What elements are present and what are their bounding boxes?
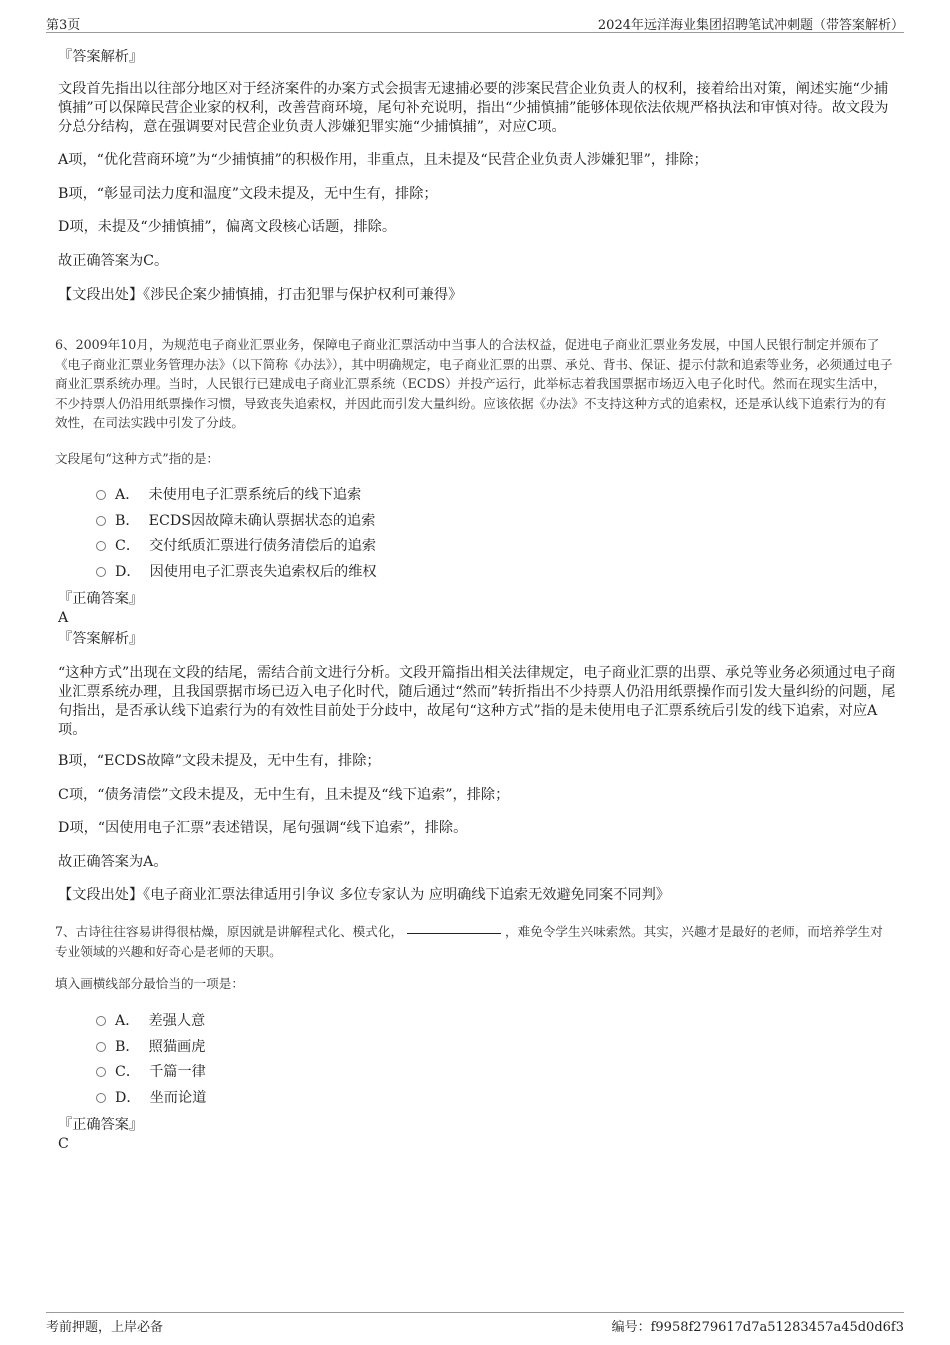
option-letter: B． (115, 1039, 140, 1055)
question-7-option-c[interactable] (96, 1062, 206, 1082)
option-letter: B． (115, 513, 140, 529)
option-d-analysis: D项，“因使用电子汇票”表述错误，尾句强调“线下追索”，排除。 (58, 820, 468, 836)
correct-answer-value: C (58, 1136, 69, 1152)
question-7-stem (55, 922, 895, 961)
document-title: 2024年远洋海业集团招聘笔试冲刺题（带答案解析） (597, 18, 904, 33)
option-letter: C． (115, 1064, 141, 1080)
radio-button-icon[interactable] (96, 1067, 106, 1077)
question-6-option-c[interactable] (96, 536, 376, 556)
question-6-option-b[interactable] (96, 511, 375, 531)
answer-analysis-text: “这种方式”出现在文段的结尾，需结合前文进行分析。文段开篇指出相关法律规定，电子商业汇票的出票、承兑等业务必须通过电子商业汇票系统办理，且我国票据市场已迈入电子化时代，随后通过“然而”转折指出不少持票人仍沿用纸票操作而引发大量纠纷的问题，尾句指出，是否承认线下追索行为的有效性目前处于分歧中，故尾句“这种方式”指的是未使用电子汇票系统后引发的线下追索，对应A项。 (58, 665, 896, 738)
radio-button-icon[interactable] (96, 490, 106, 500)
option-a-analysis: A项，“优化营商环境”为“少捕慎捕”的积极作用，非重点，且未提及“民营企业负责人涉嫌犯罪”，排除； (58, 152, 708, 168)
question-7-option-b[interactable] (96, 1037, 205, 1057)
option-text: ECDS因故障未确认票据状态的追索 (148, 513, 376, 529)
document-id: 编号：f9958f279617d7a51283457a45d0d6f3 (611, 1320, 904, 1335)
option-text: 坐而论道 (149, 1090, 207, 1106)
question-6-stem: 6、2009年10月，为规范电子商业汇票业务，保障电子商业汇票活动中当事人的合法权益，促进电子商业汇票业务发展，中国人民银行制定并颁布了《电子商业汇票业务管理办法》（以下简称《办法》），其中明确规定，电子商业汇票的出票、承兑、背书、保证、提示付款和追索等业务，必须通过电子商业汇票系统办理。当时，人民银行已建成电子商业汇票系统（ECDS）并投产运行，此举标志着我国票据市场迈入电子化时代。然而在现实生活中，不少持票人仍沿用纸票操作习惯，导致丧失追索权，并因此而引发大量纠纷。应该依据《办法》不支持这种方式的追索权，还是承认线下追索行为的有效性，在司法实践中引发了分歧。 (55, 337, 893, 431)
radio-button-icon[interactable] (96, 1093, 106, 1103)
option-text: 因使用电子汇票丧失追索权后的维权 (149, 564, 377, 580)
answer-analysis-heading: 『答案解析』 (58, 49, 144, 65)
radio-button-icon[interactable] (96, 541, 106, 551)
option-letter: D． (115, 1090, 141, 1106)
correct-answer-conclusion: 故正确答案为A。 (58, 854, 168, 870)
correct-answer-conclusion: 故正确答案为C。 (58, 253, 169, 269)
question-7-option-a[interactable] (96, 1011, 205, 1031)
footer-slogan: 考前押题，上岸必备 (46, 1320, 164, 1335)
question-7-stem-after: ，难免令学生兴味索然。其实，兴趣才是最好的老师，而培养学生对专业领域的兴趣和好奇心是老师的天职。 (55, 924, 883, 959)
answer-analysis-heading: 『答案解析』 (58, 631, 144, 647)
page-footer (46, 1312, 904, 1333)
option-letter: C． (115, 538, 141, 554)
correct-answer-heading: 『正确答案』 (58, 591, 144, 607)
option-c-analysis: C项，“债务清偿”文段未提及，无中生有，且未提及“线下追索”，排除； (58, 787, 510, 803)
option-b-analysis: B项，“彰显司法力度和温度”文段未提及，无中生有，排除； (58, 186, 438, 202)
option-text: 千篇一律 (149, 1064, 206, 1080)
correct-answer-value: A (58, 610, 69, 626)
page-header (46, 14, 904, 33)
option-text: 未使用电子汇票系统后的线下追索 (148, 487, 362, 503)
option-text: 差强人意 (148, 1013, 206, 1029)
question-7-option-d[interactable] (96, 1088, 206, 1108)
radio-button-icon[interactable] (96, 516, 106, 526)
radio-button-icon[interactable] (96, 1042, 106, 1052)
passage-source: 【文段出处】《涉民企案少捕慎捕，打击犯罪与保护权利可兼得》 (58, 287, 463, 303)
option-letter: A． (115, 487, 140, 503)
question-6-prompt: 文段尾句“这种方式”指的是： (55, 451, 220, 466)
answer-analysis-text: 文段首先指出以往部分地区对于经济案件的办案方式会损害无逮捕必要的涉案民营企业负责人的权利，接着给出对策，阐述实施“少捕慎捕”可以保障民营企业家的权利，改善营商环境，尾句补充说明，指出“少捕慎捕”能够体现依法依规严格执法和审慎对待。故文段为分总分结构，意在强调要对民营企业负责人涉嫌犯罪实施“少捕慎捕”，对应C项。 (58, 81, 889, 135)
fill-in-blank (407, 933, 501, 934)
page-number: 第3页 (46, 18, 81, 33)
option-letter: A． (115, 1013, 140, 1029)
option-b-analysis: B项，“ECDS故障”文段未提及，无中生有，排除； (58, 753, 381, 769)
question-7-stem-before: 7、古诗往往容易讲得很枯燥，原因就是讲解程式化、模式化， (55, 924, 404, 939)
passage-source: 【文段出处】《电子商业汇票法律适用引争议 多位专家认为 应明确线下追索无效避免同案不同判》 (58, 887, 670, 903)
option-d-analysis: D项，未提及“少捕慎捕”，偏离文段核心话题，排除。 (58, 219, 397, 235)
question-6-option-d[interactable] (96, 562, 377, 582)
radio-button-icon[interactable] (96, 567, 106, 577)
radio-button-icon[interactable] (96, 1016, 106, 1026)
correct-answer-heading: 『正确答案』 (58, 1117, 144, 1133)
question-7-prompt: 填入画横线部分最恰当的一项是： (55, 976, 244, 991)
option-text: 交付纸质汇票进行债务清偿后的追索 (149, 538, 377, 554)
option-letter: D． (115, 564, 141, 580)
option-text: 照猫画虎 (148, 1039, 206, 1055)
question-6-option-a[interactable] (96, 485, 361, 505)
